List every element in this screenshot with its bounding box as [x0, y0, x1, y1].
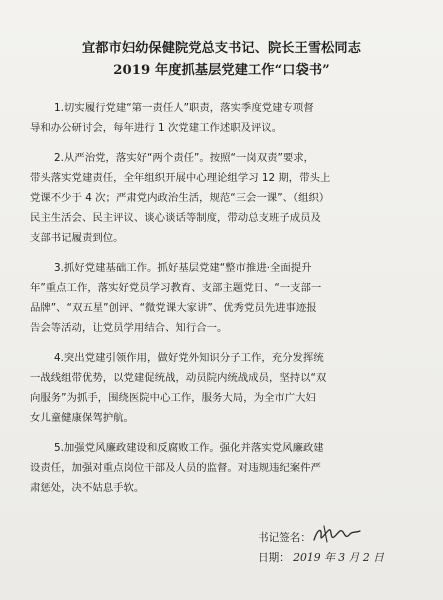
text-line: 3.抓好党建基础工作。抓好基层党建“整市推进·全面提升 — [54, 262, 312, 274]
signature-block — [258, 528, 428, 568]
title-line-1: 宜都市妇幼保健院党总支书记、院长王雪松同志 — [81, 41, 362, 56]
paragraph-5 — [30, 438, 416, 498]
text-line: 支部书记履责到位。 — [30, 232, 124, 244]
text-line: 告会等活动，让党员学用结合、知行合一。 — [30, 322, 228, 334]
text-line: 女儿童健康保驾护航。 — [30, 412, 134, 424]
text-line: 一战线组带优势，以党建促统战，动员院内统战成员，坚持以“双 — [30, 372, 327, 384]
text-line: 1.切实履行党建“第一责任人”职责，落实季度党建专项督 — [54, 102, 314, 114]
date-label: 日期： — [258, 552, 290, 564]
paragraph-1 — [30, 98, 416, 138]
handwritten-signature-icon — [310, 522, 364, 548]
signature-label: 书记签名： — [258, 532, 311, 544]
signature-row — [258, 528, 428, 548]
text-line: 4.突出党建引领作用，做好党外知识分子工作，充分发挥统 — [54, 352, 324, 364]
text-line: 导和办公研讨会，每年进行 1 次党建工作述职及评议。 — [30, 122, 283, 134]
document-title — [0, 38, 443, 82]
text-line: 党课不少于 4 次；严肃党内政治生活，规范“三会一课”、（组织） — [30, 192, 330, 204]
date-value: 2019 年 3 月 2 日 — [293, 551, 384, 564]
document-body — [30, 98, 416, 508]
paragraph-3 — [30, 258, 416, 338]
text-line: 民主生活会、民主评议、谈心谈话等制度，带动总支班子成员及 — [30, 212, 321, 224]
text-line: 2.从严治党，落实好“两个责任”。按照“一岗双责”要求， — [54, 152, 315, 164]
text-line: 肃惩处，决不姑息手软。 — [30, 482, 145, 494]
text-line: 5.加强党风廉政建设和反腐败工作。强化并落实党风廉政建 — [54, 442, 324, 454]
text-line: 带头落实党建责任，全年组织开展中心理论组学习 12 期，带头上 — [30, 172, 331, 184]
text-line: 品牌”、“双五星”创评、“微党课大家讲”、优秀党员先进事迹报 — [30, 302, 317, 314]
text-line: 设责任，加强对重点岗位干部及人员的监督。对违规违纪案件严 — [30, 462, 321, 474]
text-line: 向服务”为抓手，围绕医院中心工作，服务大局，为全市广大妇 — [30, 392, 316, 404]
paragraph-4 — [30, 348, 416, 428]
date-row — [258, 548, 428, 568]
paragraph-2 — [30, 148, 416, 248]
text-line: 年”重点工作，落实好党员学习教育、支部主题党日、“一支部一 — [30, 282, 322, 294]
title-line-2: 2019 年度抓基层党建工作“口袋书” — [113, 63, 330, 78]
